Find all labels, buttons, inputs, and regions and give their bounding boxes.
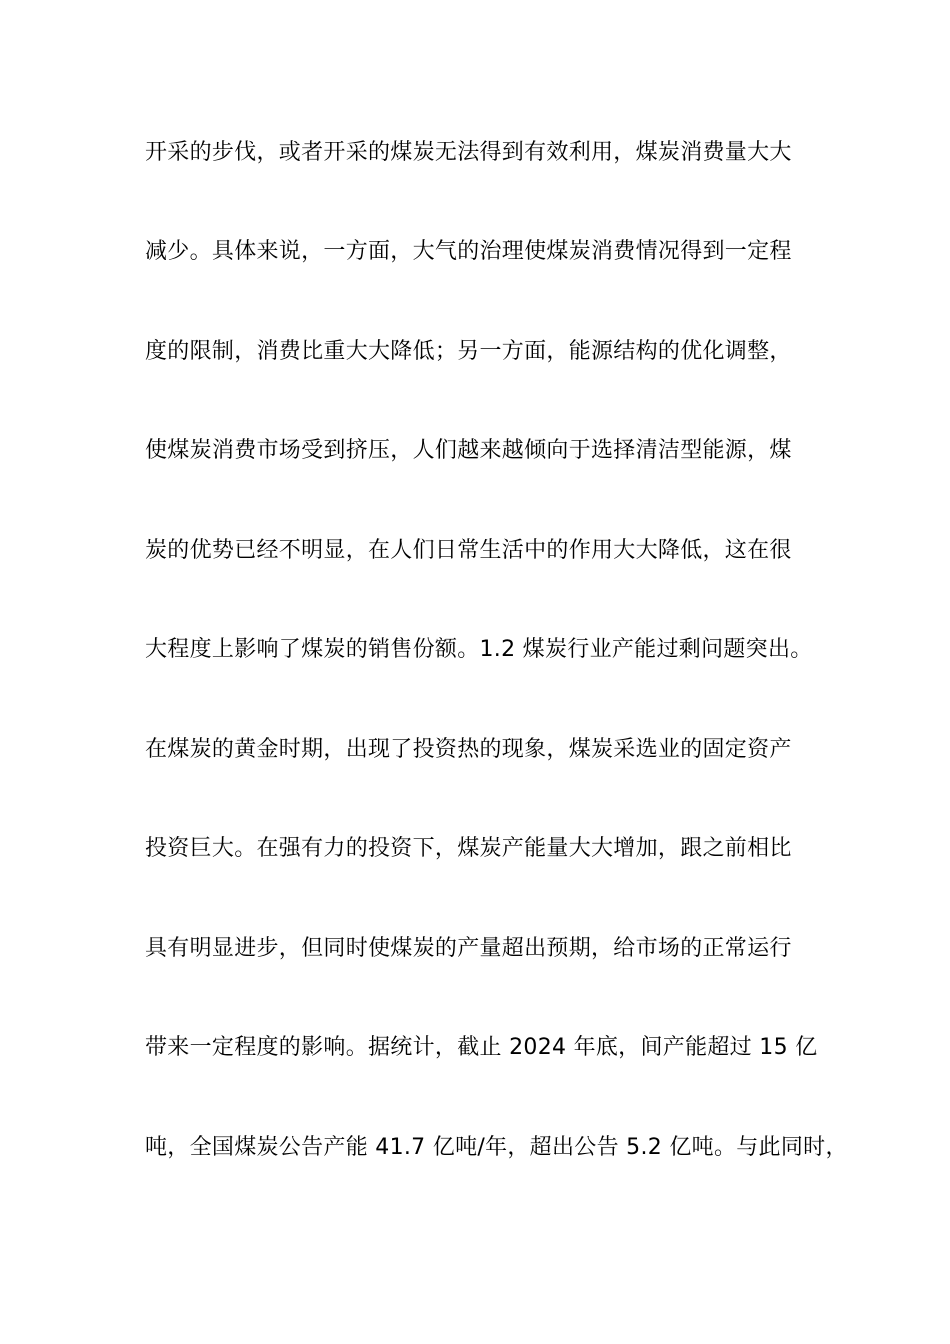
- paragraph-line: 度的限制，消费比重大大降低；另一方面，能源结构的优化调整，: [145, 339, 792, 364]
- paragraph-line: 使煤炭消费市场受到挤压，人们越来越倾向于选择清洁型能源，煤: [145, 438, 792, 463]
- paragraph-line: 开采的步伐，或者开采的煤炭无法得到有效利用，煤炭消费量大大: [145, 140, 792, 165]
- paragraph-line: 炭的优势已经不明显，在人们日常生活中的作用大大降低，这在很: [145, 538, 792, 563]
- paragraph-line: 吨，全国煤炭公告产能 41.7 亿吨/年，超出公告 5.2 亿吨。与此同时，: [145, 1135, 848, 1160]
- paragraph-line: 具有明显进步，但同时使煤炭的产量超出预期，给市场的正常运行: [145, 936, 792, 961]
- paragraph-line: 大程度上影响了煤炭的销售份额。1.2 煤炭行业产能过剩问题突出。: [145, 637, 813, 662]
- paragraph-line: 减少。具体来说，一方面，大气的治理使煤炭消费情况得到一定程: [145, 239, 792, 264]
- paragraph-line: 投资巨大。在强有力的投资下，煤炭产能量大大增加，跟之前相比: [145, 836, 792, 861]
- paragraph-line: 在煤炭的黄金时期，出现了投资热的现象，煤炭采选业的固定资产: [145, 737, 792, 762]
- paragraph-line: 带来一定程度的影响。据统计，截止 2024 年底，间产能超过 15 亿: [145, 1035, 818, 1060]
